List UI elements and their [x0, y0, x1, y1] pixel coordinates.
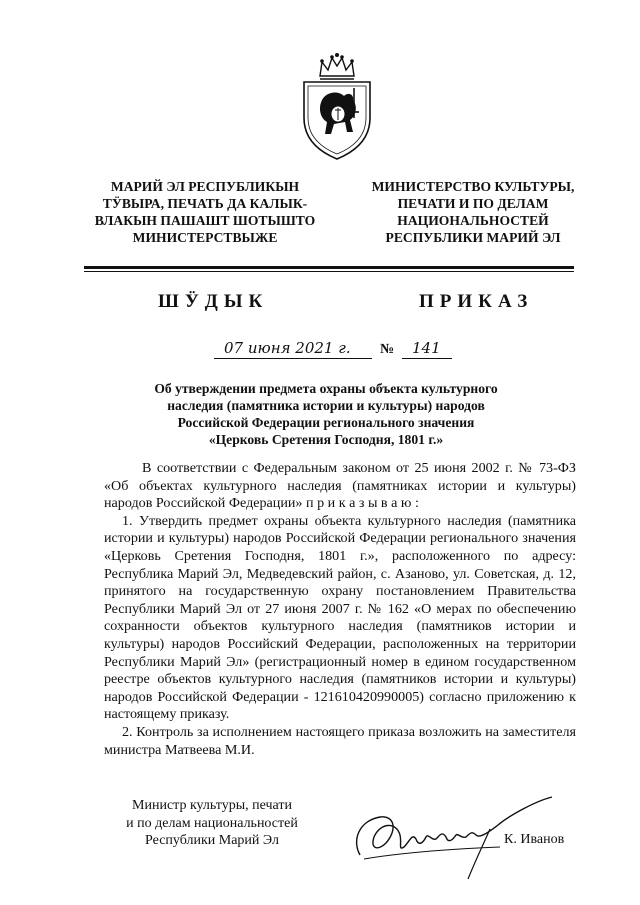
doc-type-russian: ПРИКАЗ	[419, 291, 534, 312]
header-right-line: ПЕЧАТИ И ПО ДЕЛАМ	[397, 196, 549, 211]
number-sign: №	[380, 342, 395, 357]
header-left-line: МИНИСТЕРСТВЫЖЕ	[132, 230, 278, 245]
title-line: «Церковь Сретения Господня, 1801 г.»	[208, 432, 444, 447]
item-paragraph: 2. Контроль за исполнением настоящего приказа возложить на заместителя министра Матвеева М.И.	[104, 723, 576, 758]
header-divider-thin	[84, 271, 574, 272]
date-underline	[214, 358, 372, 359]
preamble-text: В соответствии с Федеральным законом от 25 июня 2002 г. № 73-ФЗ «Об объектах культурного наследия (памятниках истории и культуры) народов Российской Федерации»	[104, 460, 576, 512]
title-line: наследия (памятника истории и культуры) народов	[167, 398, 485, 413]
order-body	[104, 460, 576, 759]
signatory-name: К. Иванов	[504, 832, 565, 847]
signatory-position	[112, 797, 312, 850]
order-date: 07 июня 2021 г.	[224, 339, 351, 357]
header-right-line: НАЦИОНАЛЬНОСТЕЙ	[397, 213, 549, 228]
header-left-line: ВЛАКЫН ПАШАШТ ШОТЫШТО	[94, 213, 316, 228]
order-number: 141	[412, 339, 441, 357]
order-word: п р и к а з ы в а ю :	[306, 495, 419, 512]
doc-type-mari: ШӰДЫК	[158, 291, 269, 312]
coat-of-arms-icon	[298, 52, 376, 162]
signatory-line: и по делам национальностей	[126, 815, 298, 831]
date-number-line	[212, 338, 454, 364]
item-paragraph: 1. Утвердить предмет охраны объекта культурного наследия (памятника истории и культуры) народов Российской Федерации регионального значения «Церковь Сретения Господня, 1801 г.», расположенного по адресу: Республика Марий Эл, Медведевский район, с. Азаново, ул. Советская, д. 12, принятого на государственную охрану постановлением Правительства Республики Марий Эл от 27 июня 2007 г. № 162 «О мерах по обеспечению сохранности объектов культурного наследия (памятников истории и культуры) народов Российский Федерации, расположенных на территории Республики Марий Эл» (регистрационный номер в едином государственном реестре объектов культурного наследия (памятников истории и культуры) народов Российской Федерации - 121610420990005) согласно приложению к настоящему приказу.	[104, 512, 576, 723]
order-title	[112, 380, 540, 448]
signatory-line: Республики Марий Эл	[145, 833, 279, 849]
header-right-line: МИНИСТЕРСТВО КУЛЬТУРЫ,	[371, 179, 575, 194]
header-right-line: РЕСПУБЛИКИ МАРИЙ ЭЛ	[385, 230, 561, 245]
header-left-line: МАРИЙ ЭЛ РЕСПУБЛИКЫН	[110, 179, 300, 194]
title-line: Российской Федерации регионального значения	[177, 415, 475, 430]
header-divider-thick	[84, 266, 574, 269]
signatory-line: Министр культуры, печати	[132, 798, 292, 813]
preamble-paragraph	[104, 460, 576, 513]
header-ministry-mari	[70, 178, 340, 246]
header-ministry-russian	[338, 178, 608, 246]
header-left-line: ТӰВЫРА, ПЕЧАТЬ ДА КАЛЫК-	[102, 196, 308, 211]
title-line: Об утверждении предмета охраны объекта культурного	[154, 381, 498, 396]
number-underline	[402, 358, 452, 359]
